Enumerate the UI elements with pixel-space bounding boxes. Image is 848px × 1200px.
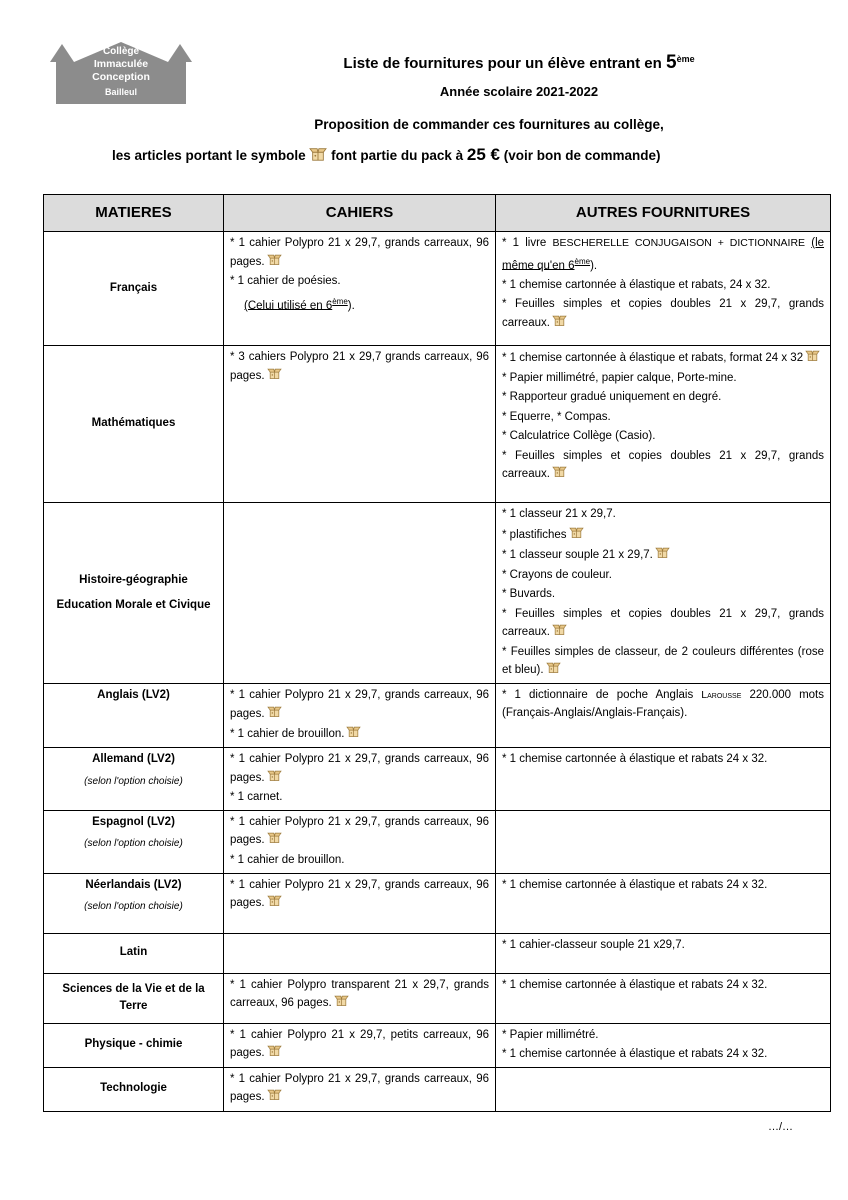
supplies-cell bbox=[496, 810, 831, 873]
notebooks-cell: * 1 cahier Polypro transparent 21 x 29,7, grands carreaux, 96 pages. bbox=[224, 973, 496, 1023]
subject-svt: Sciences de la Vie et de la Terre bbox=[44, 973, 224, 1023]
supplies-cell: * 1 chemise cartonnée à élastique et rabats, format 24 x 32 * Papier millimétré, papier calque, Porte-mine. * Rapporteur gradué uniquement en degré. * Equerre, * Compas. * Calculatrice Collège (Casio). * Feuilles simples et copies doubles 21 x 29,7, grands carreaux. bbox=[496, 346, 831, 503]
subject-technologie: Technologie bbox=[44, 1067, 224, 1111]
notebooks-cell: * 1 cahier Polypro 21 x 29,7, grands carreaux, 96 pages. * 1 cahier de brouillon. bbox=[224, 810, 496, 873]
table-row bbox=[44, 748, 831, 811]
header-subjects: MATIERES bbox=[44, 195, 224, 232]
pack-icon bbox=[267, 705, 282, 718]
table-row bbox=[44, 232, 831, 346]
table-row bbox=[44, 346, 831, 503]
level: 5 bbox=[665, 52, 677, 73]
supplies-cell: * 1 chemise cartonnée à élastique et rabats 24 x 32. bbox=[496, 973, 831, 1023]
school-year: Année scolaire 2021-2022 bbox=[439, 84, 599, 99]
notebooks-cell: * 1 cahier Polypro 21 x 29,7, petits carreaux, 96 pages. bbox=[224, 1023, 496, 1067]
option-note: (selon l'option choisie) bbox=[84, 901, 183, 912]
table-header-row bbox=[44, 195, 831, 232]
supplies-table bbox=[43, 194, 831, 1112]
subject-allemand: Allemand (LV2) (selon l'option choisie) bbox=[44, 748, 224, 811]
pack-icon bbox=[309, 146, 327, 162]
logo-text-1: Collège bbox=[102, 46, 140, 57]
pack-icon bbox=[805, 349, 820, 362]
pack-icon bbox=[267, 367, 282, 380]
subject-francais: Français bbox=[44, 232, 224, 346]
document-header bbox=[200, 48, 798, 135]
pack-icon bbox=[655, 546, 670, 559]
continuation-mark: …/… bbox=[768, 1121, 794, 1133]
order-proposal: Proposition de commander ces fournitures au collège, bbox=[314, 117, 664, 132]
notebooks-cell: * 3 cahiers Polypro 21 x 29,7 grands carreaux, 96 pages. bbox=[224, 346, 496, 503]
subject-espagnol: Espagnol (LV2) (selon l'option choisie) bbox=[44, 810, 224, 873]
pack-info: les articles portant le symbole font partie du pack à 25 € (voir bon de commande) bbox=[112, 145, 661, 164]
pack-icon bbox=[552, 465, 567, 478]
subject-neerlandais: Néerlandais (LV2) (selon l'option choisie) bbox=[44, 873, 224, 933]
notebooks-cell: * 1 cahier Polypro 21 x 29,7, grands carreaux, 96 pages. * 1 cahier de brouillon. bbox=[224, 684, 496, 748]
logo-text-4: Bailleul bbox=[104, 87, 138, 97]
notebooks-cell: * 1 cahier Polypro 21 x 29,7, grands carreaux, 96 pages. bbox=[224, 1067, 496, 1111]
option-note: (selon l'option choisie) bbox=[84, 775, 183, 787]
pack-icon bbox=[346, 725, 361, 738]
notebooks-cell bbox=[224, 933, 496, 973]
pack-icon bbox=[267, 831, 282, 844]
pack-icon bbox=[569, 526, 584, 539]
logo-text-3: Conception bbox=[92, 71, 150, 83]
header-other-supplies: AUTRES FOURNITURES bbox=[496, 195, 831, 232]
table-row bbox=[44, 873, 831, 933]
supplies-cell bbox=[496, 1067, 831, 1111]
notebooks-cell: * 1 cahier Polypro 21 x 29,7, grands carreaux, 96 pages. * 1 carnet. bbox=[224, 748, 496, 811]
supplies-cell: * 1 cahier-classeur souple 21 x29,7. bbox=[496, 933, 831, 973]
subject-anglais: Anglais (LV2) bbox=[44, 684, 224, 748]
supplies-cell: * 1 livre BESCHERELLE CONJUGAISON + DICTIONNAIRE (le même qu'en 6ème). * 1 chemise cartonnée à élastique et rabats, 24 x 32. * Feuilles simples et copies doubles 21 x 29,7, grands carreaux. bbox=[496, 232, 831, 346]
document-title: Liste de fournitures pour un élève entrant en 5ème bbox=[343, 52, 695, 73]
notebooks-cell bbox=[224, 503, 496, 684]
subject-latin: Latin bbox=[44, 933, 224, 973]
table-row bbox=[44, 503, 831, 684]
subject-maths: Mathématiques bbox=[44, 346, 224, 503]
table-row bbox=[44, 973, 831, 1023]
supplies-cell: * 1 chemise cartonnée à élastique et rabats 24 x 32. bbox=[496, 748, 831, 811]
pack-price: 25 € bbox=[466, 145, 500, 164]
notebooks-cell: * 1 cahier Polypro 21 x 29,7, grands carreaux, 96 pages. * 1 cahier de poésies. (Celui utilisé en 6ème). bbox=[224, 232, 496, 346]
college-logo bbox=[50, 40, 192, 104]
pack-icon bbox=[552, 623, 567, 636]
pack-icon bbox=[546, 661, 561, 674]
pack-icon bbox=[552, 314, 567, 327]
pack-icon bbox=[334, 994, 349, 1007]
table-row bbox=[44, 684, 831, 748]
pack-icon bbox=[267, 1044, 282, 1057]
pack-icon bbox=[267, 253, 282, 266]
header-notebooks: CAHIERS bbox=[224, 195, 496, 232]
pack-icon bbox=[267, 894, 282, 907]
table-row bbox=[44, 1023, 831, 1067]
notebooks-cell: * 1 cahier Polypro 21 x 29,7, grands carreaux, 96 pages. bbox=[224, 873, 496, 933]
supplies-cell: * 1 dictionnaire de poche Anglais Larousse 220.000 mots (Français-Anglais/Anglais-Français). bbox=[496, 684, 831, 748]
table-row bbox=[44, 1067, 831, 1111]
subject-physique: Physique - chimie bbox=[44, 1023, 224, 1067]
subject-histoire: Histoire-géographie Education Morale et Civique bbox=[44, 503, 224, 684]
table-row bbox=[44, 810, 831, 873]
supplies-cell: * Papier millimétré. * 1 chemise cartonnée à élastique et rabats 24 x 32. bbox=[496, 1023, 831, 1067]
option-note: (selon l'option choisie) bbox=[84, 838, 183, 849]
table-row bbox=[44, 933, 831, 973]
pack-icon bbox=[267, 1088, 282, 1101]
supplies-cell: * 1 chemise cartonnée à élastique et rabats 24 x 32. bbox=[496, 873, 831, 933]
pack-icon bbox=[267, 769, 282, 782]
logo-text-2: Immaculée bbox=[93, 58, 149, 70]
supplies-cell: * 1 classeur 21 x 29,7. * plastifiches * 1 classeur souple 21 x 29,7. * Crayons de couleur. * Buvards. * Feuilles simples et copies doubles 21 x 29,7, grands carreaux. * Feuilles simples de classeur, de 2 couleurs différentes (rose et bleu). bbox=[496, 503, 831, 684]
